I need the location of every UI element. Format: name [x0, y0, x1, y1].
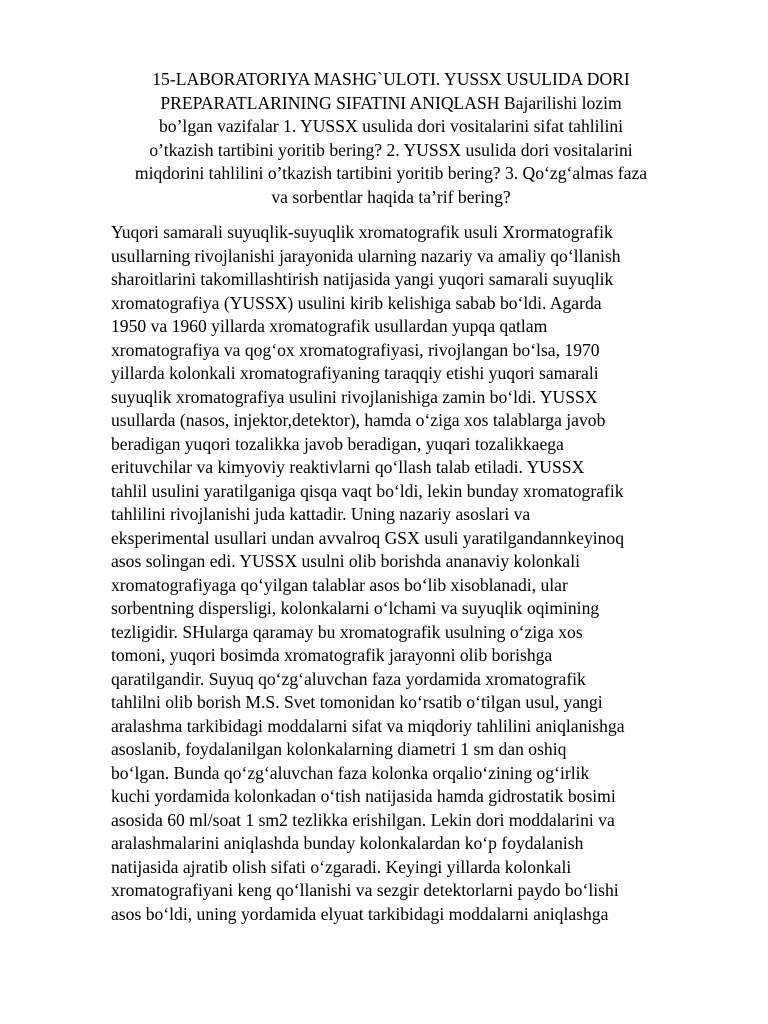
body-line: 1950 va 1960 yillarda xromatografik usullardan yupqa qatlam [111, 316, 548, 336]
body-line: xromatografiya va qog‘ox xromatografiyasi, rivojlangan bo‘lsa, 1970 [111, 339, 600, 360]
heading-line: bo’lgan vazifalar 1. YUSSX usulida dori vositalarini sifat tahlilini [158, 116, 624, 136]
body-line: tezligidir. SHularga qaramay bu xromatografik usulning o‘ziga xos [111, 621, 583, 642]
body-line: bo‘lgan. Bunda qo‘zg‘aluvchan faza kolonka orqalio‘zining og‘irlik [111, 762, 590, 783]
body-line: sorbentning dispersligi, kolonkalarni o‘lchami va suyuqlik oqimining [111, 598, 600, 618]
body-line: asos solingan edi. YUSSX usulni olib borishda ananaviy kolonkali [111, 551, 580, 571]
body-line: erituvchilar va kimyoviy reaktivlarni qo‘llash talab etiladi. YUSSX [111, 457, 585, 477]
body-paragraph [111, 221, 691, 926]
heading-line: miqdorini tahlilini o’tkazish tartibini yoritib bering? 3. Qo‘zg‘almas faza [134, 163, 648, 183]
body-line: tahlil usulini yaratilganiga qisqa vaqt bo‘ldi, lekin bunday xromatografik [111, 480, 624, 501]
body-line: qaratilgandir. Suyuq qo‘zg‘aluvchan faza yordamida xromatografik [111, 668, 586, 689]
body-line: xromatografiya (YUSSX) usulini kirib kelishiga sabab bo‘ldi. Agarda [111, 292, 602, 313]
body-line: natijasida ajratib olish sifati o‘zgaradi. Keyingi yillarda kolonkali [111, 856, 572, 877]
heading-line: va sorbentlar haqida ta’rif bering? [271, 186, 511, 207]
body-line: aralashma tarkibidagi moddalarni sifat va miqdoriy tahlilini aniqlanishga [111, 715, 625, 736]
body-line: tomoni, yuqori bosimda xromatografik jarayonni olib borishga [111, 645, 553, 665]
heading-line: PREPARATLARINING SIFATINI ANIQLASH Bajarilishi lozim [160, 92, 622, 113]
body-line: aralashmalarini aniqlashda bunday kolonkalardan ko‘p foydalanish [111, 833, 584, 853]
body-line: eksperimental usullari undan avvalroq GSX usuli yaratilgandannkeyinoq [111, 527, 625, 548]
document-heading [104, 68, 678, 209]
body-line: asosida 60 ml/soat 1 sm2 tezlikka erishilgan. Lekin dori moddalarini va [111, 809, 615, 830]
body-line: asoslanib, foydalanilgan kolonkalarning diametri 1 sm dan oshiq [111, 739, 567, 759]
body-line: Yuqori samarali suyuqlik-suyuqlik xromatografik usuli Xrormatografik [111, 222, 613, 242]
body-line: tahlilini rivojlanishi juda kattadir. Uning nazariy asoslari va [111, 504, 531, 524]
body-line: beradigan yuqori tozalikka javob beradigan, yuqari tozalikkaega [111, 433, 564, 454]
body-line: xromatografiyaga qo‘yilgan talablar asos bo‘lib xisoblanadi, ular [111, 574, 568, 595]
body-line: suyuqlik xromatografiya usulini rivojlanishiga zamin bo‘ldi. YUSSX [111, 386, 598, 407]
body-line: usullarda (nasos, injektor,detektor), hamda o‘ziga xos talablarga javob [111, 410, 606, 430]
body-line: kuchi yordamida kolonkadan o‘tish natijasida hamda gidrostatik bosimi [111, 786, 616, 806]
heading-line: o’tkazish tartibini yoritib bering? 2. YUSSX usulida dori vositalarini [149, 139, 633, 160]
body-line: usullarning rivojlanishi jarayonida ularning nazariy va amaliy qo‘llanish [111, 245, 621, 266]
heading-line: 15-LABORATORIYA MASHG`ULOTI. YUSSX USULIDA DORI [152, 69, 630, 89]
body-line: asos bo‘ldi, uning yordamida elyuat tarkibidagi moddalarni aniqlashga [111, 903, 609, 924]
body-line: yillarda kolonkali xromatografiyaning taraqqiy etishi yuqori samarali [111, 363, 599, 383]
body-line: xromatografiyani keng qo‘llanishi va sezgir detektorlarni paydo bo‘lishi [111, 880, 619, 900]
body-line: sharoitlarini takomillashtirish natijasida yangi yuqori samarali suyuqlik [111, 269, 614, 289]
body-line: tahlilni olib borish M.S. Svet tomonidan ko‘rsatib o‘tilgan usul, yangi [111, 692, 603, 712]
